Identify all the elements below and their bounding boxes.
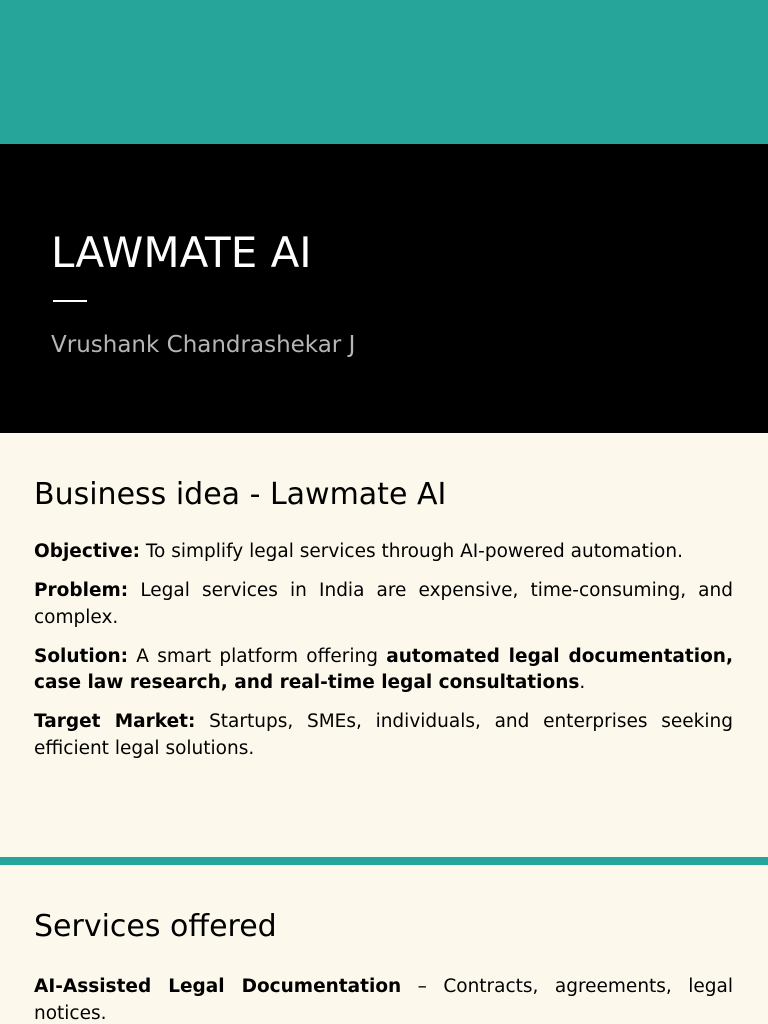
objective-label: Objective: [34, 541, 141, 562]
documentation-text: – Contracts, agreements, legal notices. [34, 976, 733, 1024]
top-accent-bar [0, 0, 768, 144]
title-underline [53, 300, 87, 302]
title-slide [0, 144, 768, 433]
slide-heading: Business idea - Lawmate AI [34, 477, 447, 512]
objective-text: To simplify legal services through AI-powered automation. [140, 541, 683, 562]
solution-end: . [579, 672, 586, 694]
problem-text: Legal services in India are expensive, time-consuming, and complex. [34, 580, 733, 628]
target-market-paragraph [34, 709, 733, 762]
solution-label: Solution: [34, 645, 129, 667]
slide-heading: Services offered [34, 909, 277, 944]
documentation-paragraph [34, 974, 733, 1024]
business-idea-slide [0, 433, 768, 857]
slide-body [34, 539, 733, 775]
services-slide [0, 865, 768, 1024]
solution-highlight: automated legal documentation, case law research, and real-time legal consultations [34, 645, 733, 694]
presentation-author: Vrushank Chandrashekar J [51, 332, 356, 358]
objective-paragraph [34, 539, 733, 566]
target-market-text: Startups, SMEs, individuals, and enterprises seeking efficient legal solutions. [34, 711, 734, 760]
problem-label: Problem: [34, 580, 129, 602]
presentation-title: LAWMATE AI [51, 228, 312, 277]
slide-body [34, 974, 733, 1024]
target-market-label: Target Market: [34, 711, 196, 733]
solution-text: A smart platform offering [128, 645, 387, 667]
problem-paragraph [34, 578, 733, 631]
documentation-label: AI-Assisted Legal Documentation [34, 976, 402, 997]
slide-divider [0, 857, 768, 865]
solution-paragraph [34, 644, 733, 697]
